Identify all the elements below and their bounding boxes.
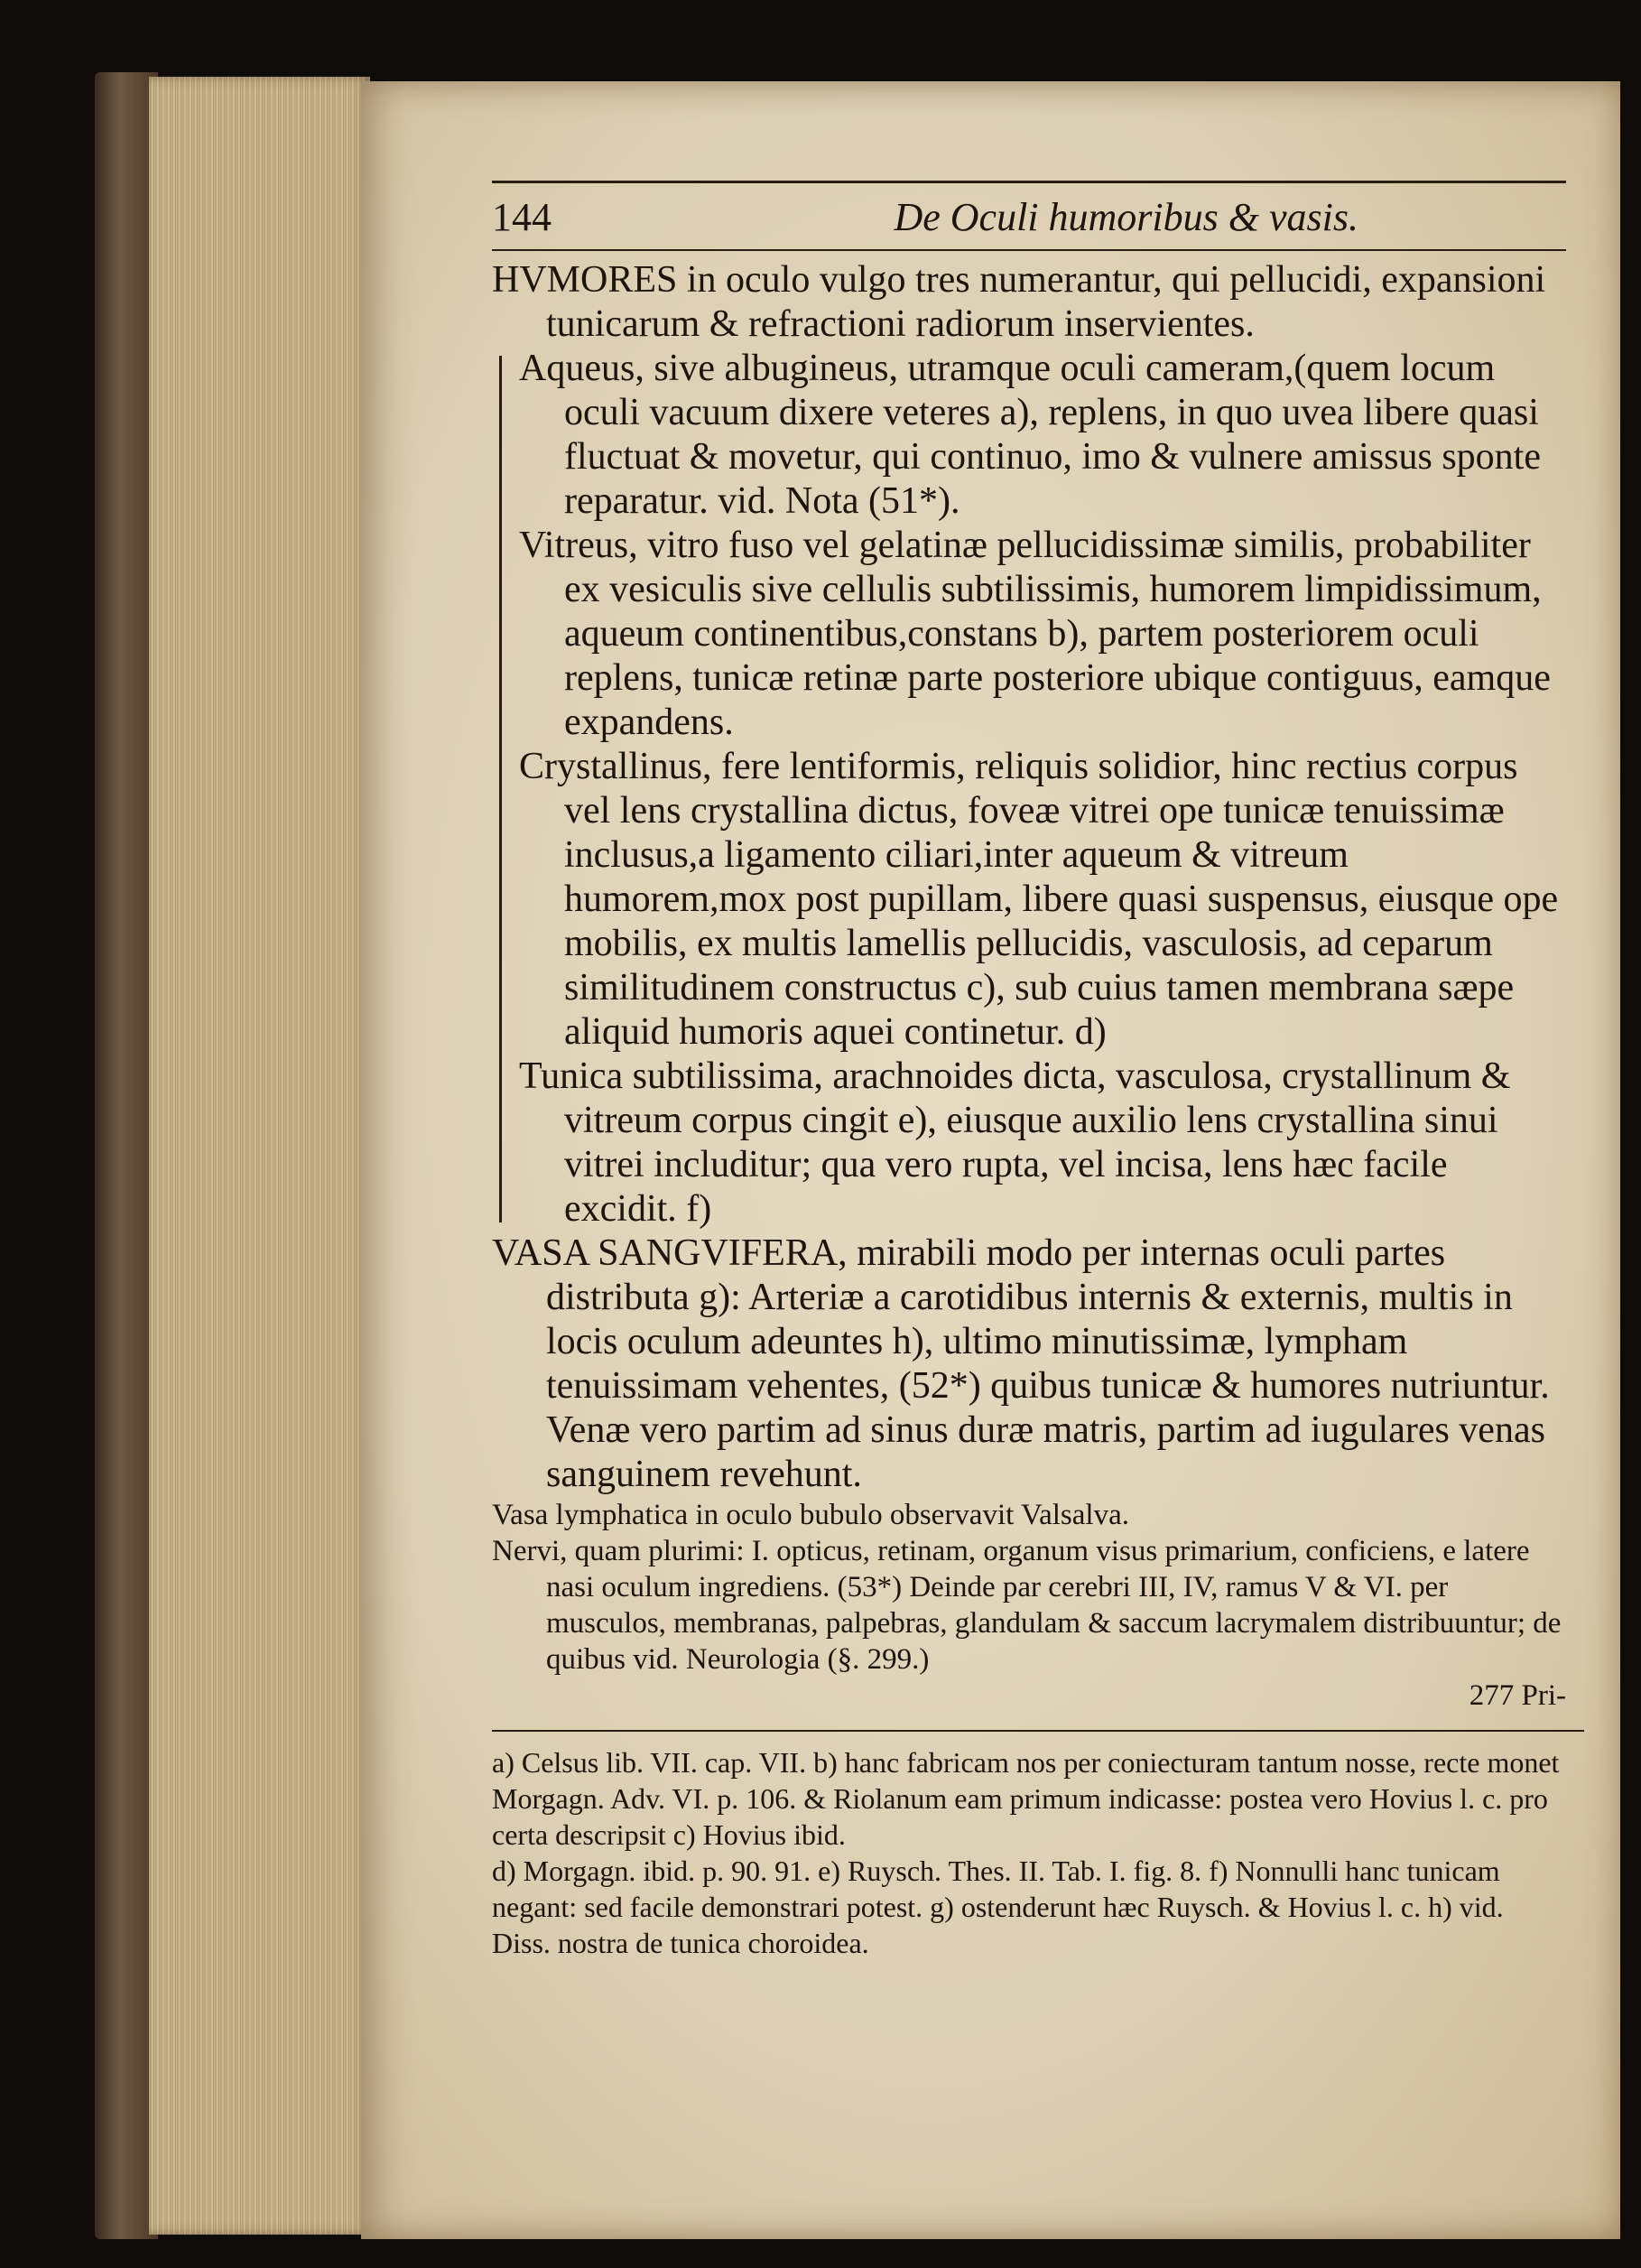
footnotes [492,1744,1566,1961]
paragraph-lymphatica: Vasa lymphatica in oculo bubulo observavit Valsalva. [492,1499,1129,1531]
paragraph-tunica: Tunica subtilissima, arachnoides dicta, vasculosa, crystallinum & vitreum corpus cingit e), eiusque auxilio lens crystallina sinui vitrei includitur; qua vero rupta, vel incisa, lens hæc facile excidit. f) [519,1055,1511,1230]
footnote-line-1: a) Celsus lib. VII. cap. VII. b) hanc fabricam nos per coniecturam tantum nosse, recte monet Morgagn. Adv. VI. p. 106. & Riolanum eam primum indicasse: postea vero Hovius l. c. pro certa descripsit c) Hovius ibid. [492,1746,1560,1851]
paragraph-vitreus: Vitreus, vitro fuso vel gelatinæ pellucidissimæ similis, probabiliter ex vesiculis sive cellulis subtilissimis, humorem limpidissimum, aqueum continentibus,constans b), partem posteriorem oculi replens, tunicæ retinæ parte posteriore ubique contiguus, eamque expandens. [519,525,1551,743]
running-head: De Oculi humoribus & vasis. [894,195,1358,239]
paragraph-vasa: VASA SANGVIFERA, mirabili modo per internas oculi partes distributa g): Arteriæ a carotidibus internis & externis, multis in locis oculum adeuntes h), ultimo minutissimæ, lympham tenuissimam vehentes, (52*) quibus tunicæ & humores nutriuntur. Venæ vero partim ad sinus duræ matris, partim ad iugulares venas sanguinem revehunt. [492,1232,1550,1495]
main-text [492,258,1566,1714]
small-text-block [492,1497,1566,1714]
paragraph-aqueus: Aqueus, sive albugineus, utramque oculi cameram,(quem locum oculi vacuum dixere veteres a), replens, in quo uvea libere quasi fluctuat & movetur, qui continuo, imo & vulnere amissus sponte reparatur. vid. Nota (51*). [519,348,1541,522]
page-number: 144 [492,195,552,239]
page-edges [149,77,370,2235]
page-content [492,181,1566,1961]
footnote-rule [492,1730,1584,1732]
catchword: 277 Pri- [1469,1679,1566,1712]
footnote-line-2: d) Morgagn. ibid. p. 90. 91. e) Ruysch. Thes. II. Tab. I. fig. 8. f) Nonnulli hanc tunicam negant: sed facile demonstrari potest. g) ostenderunt hæc Ruysch. & Hovius l. c. h) vid. Diss. nostra de tunica choroidea. [492,1854,1504,1959]
brace-mark [499,356,515,1222]
intro-paragraph: HVMORES in oculo vulgo tres numerantur, qui pellucidi, expansioni tunicarum & refractioni radiorum inservientes. [492,259,1546,345]
paragraph-nervi: Nervi, quam plurimi: I. opticus, retinam, organum visus primarium, conficiens, e latere nasi oculum ingrediens. (53*) Deinde par cerebri III, IV, ramus V & VI. per musculos, membranas, palpebras, glandulam & saccum lacrymalem distribuuntur; de quibus vid. Neurologia (§. 299.) [492,1535,1562,1676]
header-rule-top [492,181,1566,183]
page-header [492,189,1566,249]
paragraph-crystallinus: Crystallinus, fere lentiformis, reliquis solidior, hinc rectius corpus vel lens crystallina dictus, foveæ vitrei ope tunicæ tenuissimæ inclusus,a ligamento ciliari,inter aqueum & vitreum humorem,mox post pupillam, libere quasi suspensus, eiusque ope mobilis, ex multis lamellis pellucidis, vasculosis, ad ceparum similitudinem constructus c), sub cuius tamen membrana sæpe aliquid humoris aquei continetur. d) [519,746,1559,1053]
book-page [361,81,1620,2239]
humours-bracket-group [492,347,1566,1232]
header-rule-bottom [492,249,1566,251]
